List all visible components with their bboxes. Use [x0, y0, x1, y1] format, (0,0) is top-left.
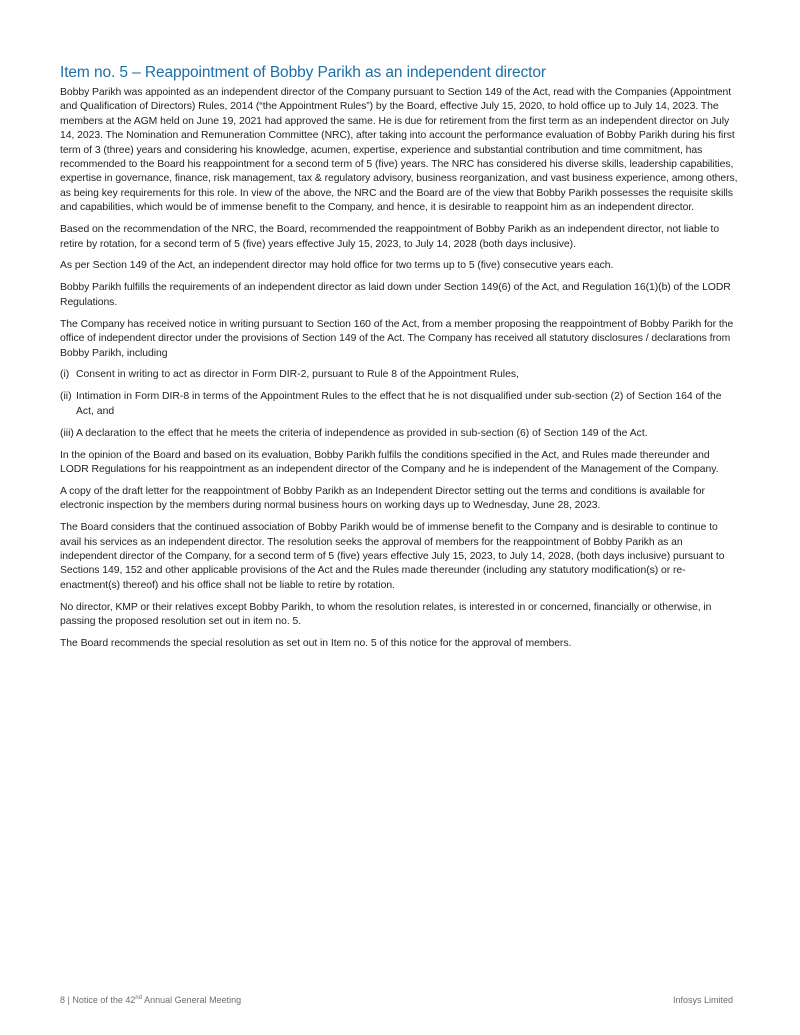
disclosure-list-item	[60, 390, 740, 419]
list-marker: (iii)	[60, 427, 74, 439]
item-heading: Item no. 5 – Reappointment of Bobby Parikh as an independent director	[60, 64, 546, 81]
disclosure-list-item	[60, 368, 740, 382]
disclosure-list-item	[60, 427, 740, 441]
paragraph: No director, KMP or their relatives except Bobby Parikh, to whom the resolution relates, is interested in or concerned, financially or otherwise, in passing the proposed resolution set out in item no. 5.	[60, 601, 712, 628]
paragraph: The Board recommends the special resolution as set out in Item no. 5 of this notice for the approval of members.	[60, 638, 572, 649]
footer-company: Infosys Limited	[672, 995, 733, 1005]
footer-ordinal: nd	[135, 995, 143, 1001]
paragraph: Bobby Parikh fulfills the requirements of an independent director as laid down under Section 149(6) of the Act, and Regulation 16(1)(b) of the LODR Regulations.	[60, 282, 731, 308]
list-marker: (i)	[60, 369, 70, 381]
paragraph: Bobby Parikh was appointed as an independent director of the Company pursuant to Section 149 of the Act, read with the Companies (Appointment and Qualification of Directors) Rules, 2014 (“the Appointment Rules”) by the Board, effective July 15, 2020, to hold office up to July 14, 2023. The members at the AGM held on June 19, 2021 had approved the same. He is due for retirement from the first term as an independent director on July 14, 2023. The Nomination and Remuneration Committee (NRC), after taking into account the performance evaluation of Bobby Parikh during his first term of 3 (three) years and considering his knowledge, acumen, expertise, experience and substantial contribution and time commitment, has recommended to the Board his reappointment for a second term of 5 (five) years. The NRC has considered his diverse skills, leadership capabilities, expertise in governance, finance, risk management, tax & regulatory advisory, business reorganization, and vast business experience, among others, as being key requirements for this role. In view of the above, the NRC and the Board are of the view that Bobby Parikh possesses the requisite skills and capabilities, which would be of immense benefit to the Company, and hence, it is desirable to reappoint him as an independent director.	[60, 87, 738, 214]
paragraph: As per Section 149 of the Act, an independent director may hold office for two terms up to 5 (five) consecutive years each.	[60, 260, 614, 272]
document-body	[60, 64, 740, 659]
paragraph: The Board considers that the continued association of Bobby Parikh would be of immense benefit to the Company and is desirable to continue to avail his services as an independent director. The resolution seeks the approval of members for the reappointment of Bobby Parikh as an independent director of the Company, for a second term of 5 (five) years effective July 15, 2023, to July 14, 2028, (both days inclusive) pursuant to Sections 149, 152 and other applicable provisions of the Act and the Rules made thereunder (including any statutory modification(s) or re-enactment(s) thereof) and his office shall not be liable to retire by rotation.	[60, 522, 725, 591]
list-marker: (ii)	[60, 391, 72, 403]
paragraph: Based on the recommendation of the NRC, the Board, recommended the reappointment of Bobby Parikh as an independent director, not liable to retire by rotation, for a second term of 5 (five) years effective July 15, 2023, to July 14, 2028 (both days inclusive).	[60, 224, 720, 250]
paragraph: In the opinion of the Board and based on its evaluation, Bobby Parikh fulfils the conditions specified in the Act, and Rules made thereunder and LODR Regulations for his reappointment as an independent director of the Company and he is independent of the Management of the Company.	[60, 449, 719, 475]
paragraph: A copy of the draft letter for the reappointment of Bobby Parikh as an Independent Director setting out the terms and conditions is available for electronic inspection by the members during normal business hours on working days up to Wednesday, June 28, 2023.	[60, 485, 705, 512]
list-text: A declaration to the effect that he meets the criteria of independence as provided in sub-section (6) of Section 149 of the Act.	[76, 427, 648, 439]
list-text: Consent in writing to act as director in Form DIR-2, pursuant to Rule 8 of the Appointment Rules,	[76, 369, 519, 381]
list-text: Intimation in Form DIR-8 in terms of the Appointment Rules to the effect that he is not disqualified under sub-section (2) of Section 164 of the Act, and	[76, 391, 722, 417]
page-footer	[60, 995, 733, 1005]
paragraph: The Company has received notice in writing pursuant to Section 160 of the Act, from a member proposing the reappointment of Bobby Parikh for the office of independent director under the provisions of Section 149 of the Act. The Company has received all statutory disclosures / declarations from Bobby Parikh, including	[60, 318, 734, 359]
footer-suffix: Annual General Meeting	[142, 995, 242, 1005]
footer-prefix: 8 | Notice of the 42	[60, 995, 136, 1005]
footer-page-label	[60, 995, 241, 1005]
